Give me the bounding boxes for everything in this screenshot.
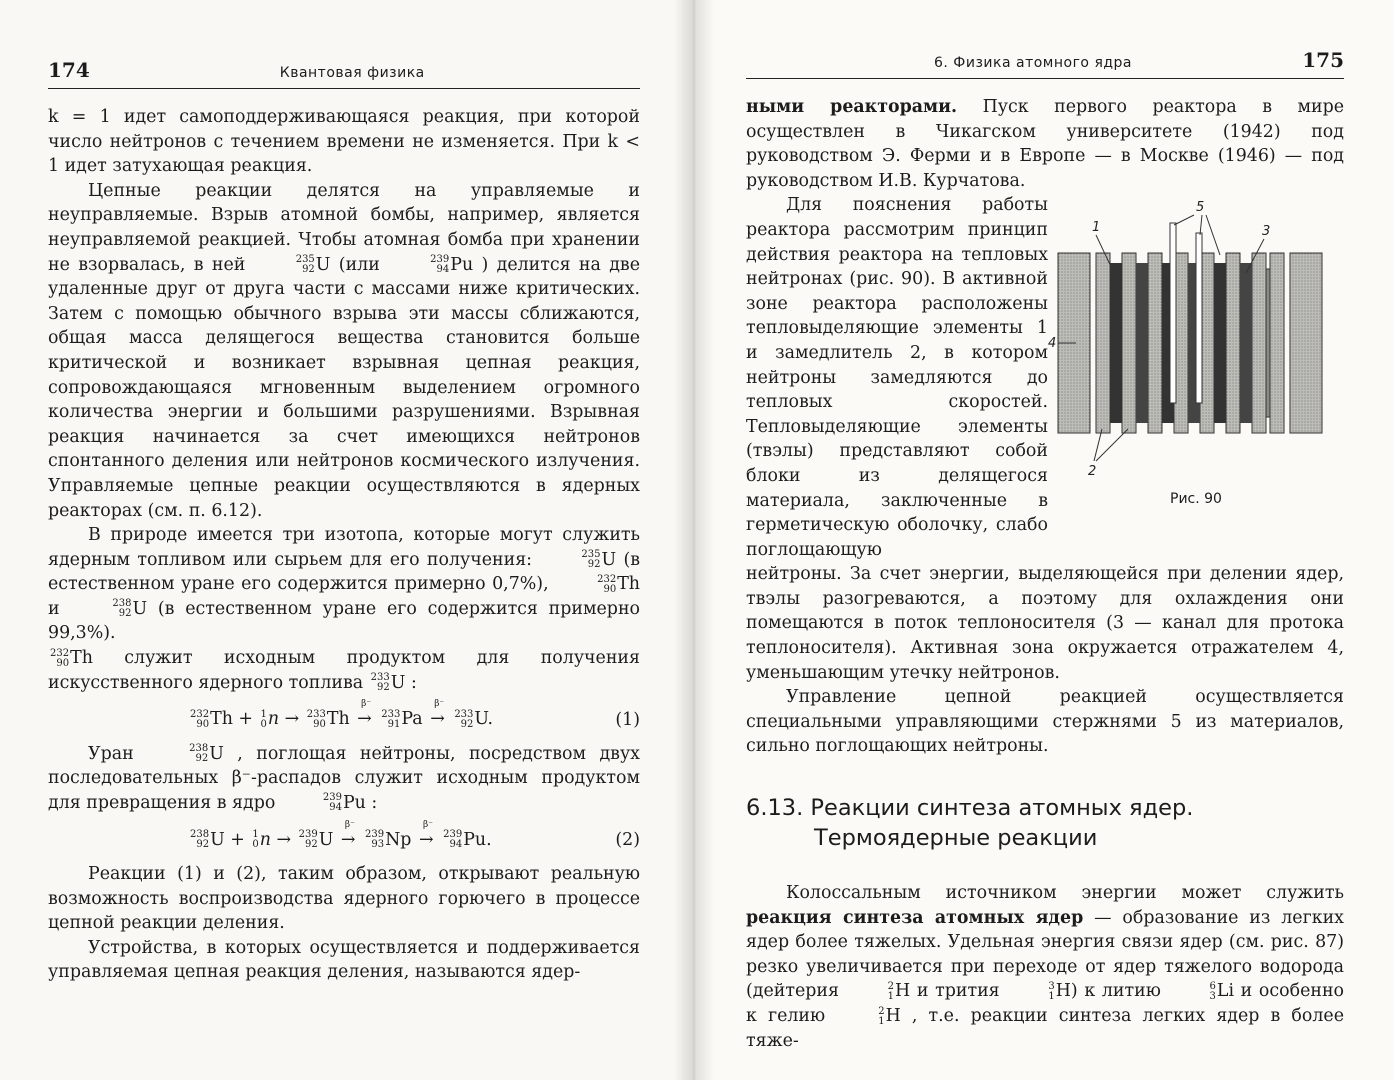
fuel-element	[1214, 263, 1226, 423]
equation-1-number: (1)	[615, 709, 640, 730]
moderator-column	[1270, 253, 1284, 433]
figure-label: 1	[1092, 220, 1101, 236]
figure-label: 3	[1262, 224, 1271, 240]
left-page-number: 174	[48, 58, 90, 82]
section-number: 6.13.	[746, 795, 804, 822]
figure-label: 5	[1196, 200, 1205, 216]
fuel-element	[1240, 263, 1252, 423]
figure-caption: Рис. 90	[1170, 491, 1222, 508]
reflector-right	[1290, 253, 1322, 433]
fuel-element	[1136, 263, 1148, 423]
right-paragraph-3: Управление цепной реакцией осуществляется специальными управляющими стержнями 5 из материалов, сильно поглощающих нейтроны.	[746, 687, 1344, 757]
right-paragraph-2-wrap: Для пояснения работы реактора рассмотрим принцип действия реактора на тепловых нейтронах (рис. 90). В активной зоне реактора расположены тепловыделяющие элементы 1 и замедлитель 2, в котором нейтроны замедляются до тепловых скоростей. Тепловыделяющие элементы (твэлы) представляют собой блоки из делящегося материала, заключенные в герметическую оболочку, слабо поглощающую	[746, 195, 1048, 560]
right-page	[690, 0, 1394, 1080]
equation-1-expression: 232 90 Th + 1 0 n → 233 90 Th → β⁻ 233 91 Pa → β⁻ 233 92 U.	[190, 699, 493, 730]
control-rod	[1196, 233, 1202, 403]
fuel-element	[1110, 263, 1122, 423]
reactor-figure	[1048, 193, 1344, 523]
equation-2-number: (2)	[615, 829, 640, 850]
equation-2-expression: 238 92 U + 1 0 n → 239 92 U → β⁻ 239 93 Np → β⁻ 239 94 Pu.	[190, 819, 492, 851]
right-running-head	[746, 48, 1344, 79]
left-running-title: Квантовая физика	[279, 65, 425, 81]
left-paragraph-5: Уран 238 92 U , поглощая нейтроны, посредством двух последовательных β⁻-распадов служит исходным продуктом для превращения в ядро 239 94 Pu :	[48, 743, 640, 814]
right-paragraph-4: Колоссальным источником энергии может служить реакция синтеза атомных ядер — образование из легких ядер более тяжелых. Удельная энергия связи ядер (см. рис. 87) резко увеличивается при переходе от ядер тяжелого водорода (дейтерия 2 1 H и трития 3 1 H) к литию 6 3 Li и особенно к гелию 2 1 H , т.е. реакции синтеза легких ядер в более тяже-	[746, 883, 1345, 1051]
left-paragraph-3: В природе имеется три изотопа, которые могут служить ядерным топливом или сырьем для его получения: 235 92 U (в естественном уране его содержится примерно 0,7%), 232 90 Th и 238 92 U (в естественном уране его содержится примерно 99,3%).	[48, 525, 641, 644]
section-title-line-2: Термоядерные реакции	[814, 825, 1098, 852]
moderator-column	[1122, 253, 1136, 433]
left-paragraph-7: Устройства, в которых осуществляется и поддерживается управляемая цепная реакция деления, называются ядер-	[48, 937, 640, 983]
book-gutter	[674, 0, 714, 1080]
left-paragraph-4: 232 90 Th служит исходным продуктом для получения искусственного ядерного топлива 233 92 U :	[48, 647, 640, 694]
reactor-diagram	[1048, 193, 1328, 483]
equation-2	[48, 819, 640, 851]
equation-1	[48, 699, 640, 730]
moderator-column	[1096, 253, 1110, 433]
left-paragraph-6: Реакции (1) и (2), таким образом, открывают реальную возможность воспроизводства ядерного горючего в процессе цепной реакции деления.	[48, 864, 640, 934]
figure-label: 2	[1088, 464, 1097, 480]
moderator-column	[1226, 253, 1240, 433]
section-title-line-1: Реакции синтеза атомных ядер.	[810, 795, 1194, 822]
control-rod	[1170, 223, 1176, 403]
section-heading	[746, 793, 1344, 853]
left-running-head	[48, 58, 640, 89]
figure-wrap	[746, 193, 1344, 562]
left-page	[0, 0, 690, 1080]
left-paragraph-2: Цепные реакции делятся на управляемые и неуправляемые. Взрыв атомной бомбы, например, является неуправляемой реакцией. Чтобы атомная бомба при хранении не взорвалась, в ней 235 92 U (или 239 94 Pu ) делится на две удаленные друг от друга части с массами ниже критических. Затем с помощью обычного взрыва эти массы сближаются, общая масса делящегося вещества становится больше критической и возникает взрывная цепная реакция, сопровождающаяся мгновенным выделением огромного количества энергии и большими разрушениями. Взрывная реакция начинается за счет имеющихся нейтронов спонтанного деления или нейтронов космического излучения. Управляемые цепные реакции осуществляются в ядерных реакторах (см. п. 6.12).	[48, 180, 641, 521]
moderator-column	[1148, 253, 1162, 433]
right-paragraph-2-full: нейтроны. За счет энергии, выделяющейся при делении ядер, твэлы разогреваются, а поэтому для охлаждения они помещаются в поток теплоносителя (3 — канал для протока теплоносителя). Активная зона окружается отражателем 4, уменьшающим утечку нейтронов.	[746, 564, 1344, 683]
figure-label: 4	[1048, 336, 1057, 352]
moderator-column	[1252, 253, 1266, 433]
right-paragraph-1: ными реакторами. Пуск первого реактора в мире осуществлен в Чикагском университете (1942) под руководством Э. Ферми и в Европе — в Москве (1946) — под руководством И.В. Курчатова.	[746, 97, 1345, 191]
right-running-title: 6. Физика атомного ядра	[934, 55, 1133, 71]
right-page-number: 175	[1302, 48, 1344, 72]
left-paragraph-1: k = 1 идет самоподдерживающаяся реакция, при которой число нейтронов с течением времени не изменяется. При k < 1 идет затухающая реакция.	[48, 107, 640, 177]
